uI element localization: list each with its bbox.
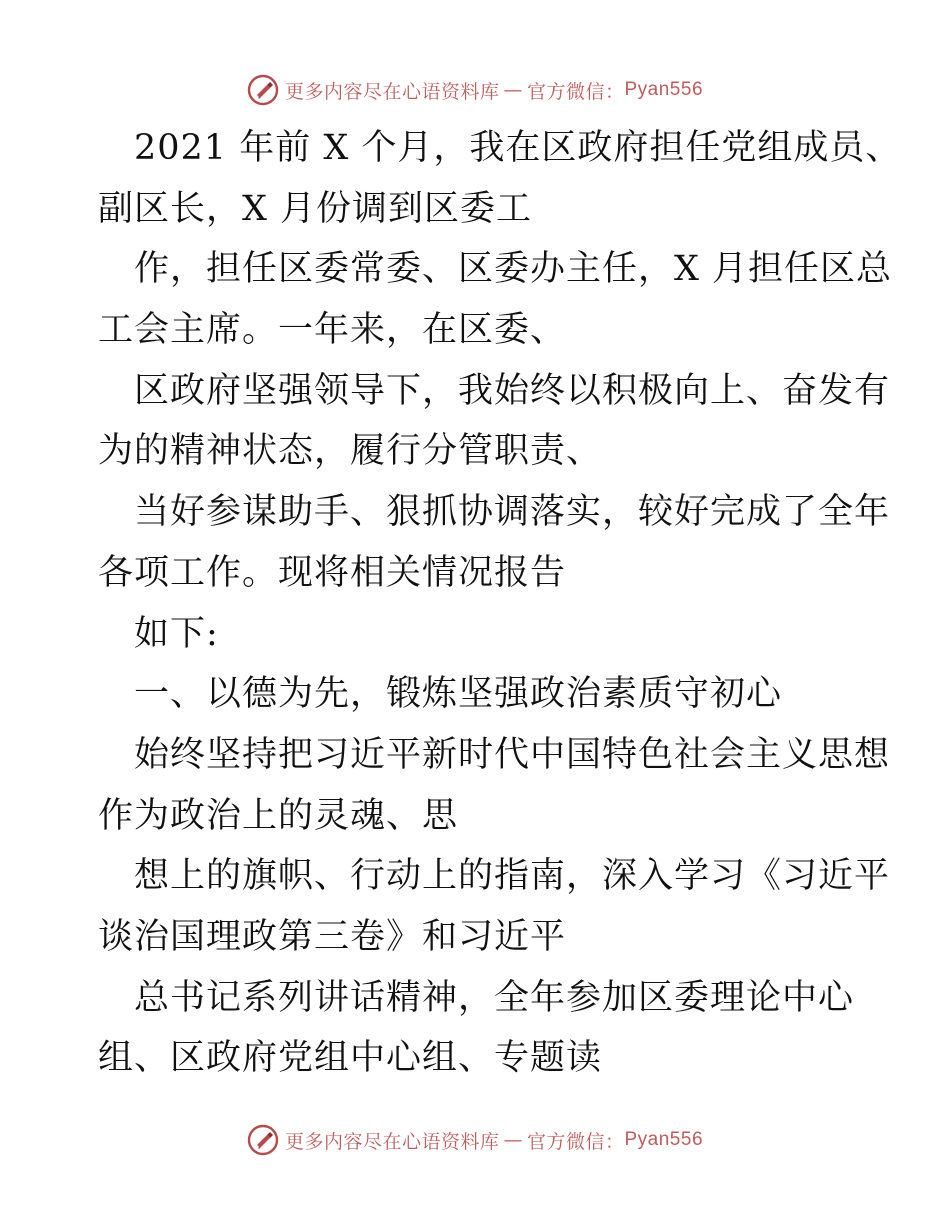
text-line: 2021 年前 X 个月，我在区政府担任党组成员、 xyxy=(134,128,902,168)
text-line: 为的精神状态，履行分管职责、 xyxy=(98,431,603,472)
footer-watermark xyxy=(0,1118,950,1162)
text-line: 谈治国理政第三卷》和习近平 xyxy=(98,916,567,957)
text-line: 作为政治上的灵魂、思 xyxy=(98,795,459,836)
watermark-text: 更多内容尽在心语资料库 xyxy=(284,80,500,103)
text-line: 各项工作。现将相关情况报告 xyxy=(98,552,567,593)
watermark-suffix: 官方微信： xyxy=(526,1130,625,1153)
watermark-suffix: 官方微信： xyxy=(526,80,625,103)
text-line: 总书记系列讲话精神，全年参加区委理论中心 xyxy=(134,977,855,1018)
watermark-wechat-id: Pyan556 xyxy=(624,79,704,100)
section-heading: 一、以德为先，锻炼坚强政治素质守初心 xyxy=(134,674,783,715)
text-line: 副区长，X 月份调到区委工 xyxy=(98,188,533,229)
text-line: 如下: xyxy=(134,613,219,654)
text-line: 作，担任区委常委、区委办主任，X 月担任区总 xyxy=(134,249,893,290)
document-body xyxy=(98,118,902,1089)
header-watermark xyxy=(0,68,950,112)
watermark-text: 更多内容尽在心语资料库 xyxy=(284,1130,500,1153)
text-line: 工会主席。一年来，在区委、 xyxy=(98,310,567,351)
text-line: 组、区政府党组中心组、专题读 xyxy=(98,1038,603,1079)
text-line: 当好参谋助手、狠抓协调落实，较好完成了全年 xyxy=(134,492,891,533)
watermark-wechat-id: Pyan556 xyxy=(624,1129,704,1150)
pen-logo-icon xyxy=(247,1124,279,1156)
watermark-dash: — xyxy=(503,1129,523,1151)
text-line: 想上的旗帜、行动上的指南，深入学习《习近平 xyxy=(134,856,891,897)
watermark-dash: — xyxy=(503,79,523,101)
pen-logo-icon xyxy=(247,74,279,106)
text-line: 区政府坚强领导下，我始终以积极向上、奋发有 xyxy=(134,370,891,411)
text-line: 始终坚持把习近平新时代中国特色社会主义思想 xyxy=(134,734,891,775)
